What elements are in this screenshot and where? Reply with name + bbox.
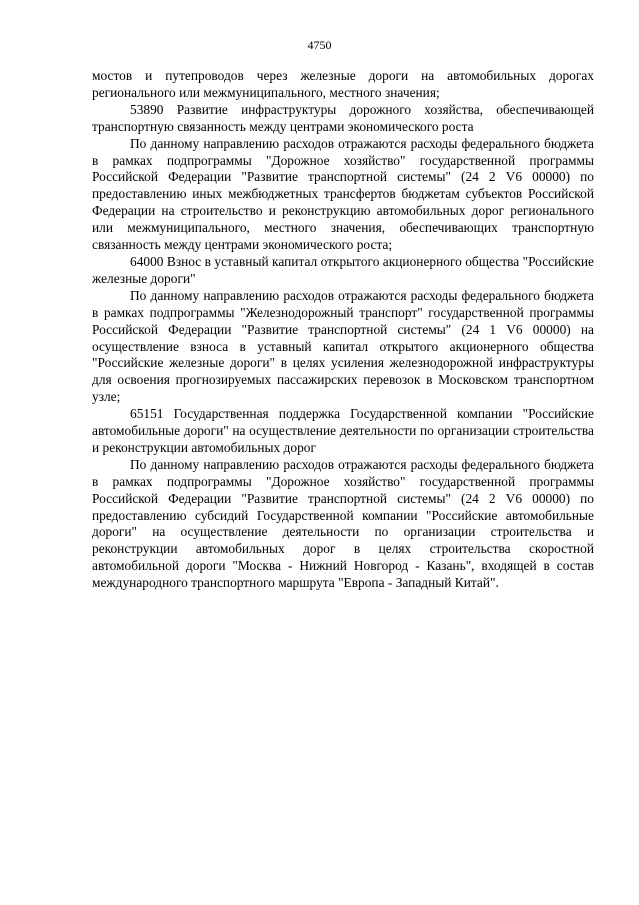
paragraph-body: По данному направлению расходов отражаются расходы федерального бюджета в рамках подпрограммы "Дорожное хозяйство" государственной программы Российской Федерации "Развитие транспортной системы" (24 2 V6 00000) по предоставлению иных межбюджетных трансфертов бюджетам субъектов Российской Федерации на строительство и реконструкцию автомобильных дорог регионального или межмуниципального, местного значения, обеспечивающих транспортную связанность между центрами экономического роста; — [92, 135, 594, 253]
paragraph-body: По данному направлению расходов отражаются расходы федерального бюджета в рамках подпрограммы "Железнодорожный транспорт" государственной программы Российской Федерации "Развитие транспортной системы" (24 1 V6 00000) на осуществление взноса в уставный капитал открытого акционерного общества "Российские железные дороги" в целях усиления железнодорожной инфраструктуры для освоения прогнозируемых пассажирских перевозок в Московском транспортном узле; — [92, 287, 594, 405]
document-body — [92, 68, 594, 592]
paragraph-heading-64000: 64000 Взнос в уставный капитал открытого акционерного общества "Российские железные дороги" — [92, 253, 594, 286]
paragraph-heading-53890: 53890 Развитие инфраструктуры дорожного хозяйства, обеспечивающей транспортную связанность между центрами экономического роста — [92, 101, 594, 134]
paragraph-continuation: мостов и путепроводов через железные дороги на автомобильных дорогах регионального или межмуниципального, местного значения; — [92, 68, 594, 100]
page-number: 4750 — [307, 38, 332, 52]
paragraph-heading-65151: 65151 Государственная поддержка Государственной компании "Российские автомобильные дороги" на осуществление деятельности по организации строительства и реконструкции автомобильных дорог — [92, 406, 594, 455]
paragraph-body: По данному направлению расходов отражаются расходы федерального бюджета в рамках подпрограммы "Дорожное хозяйство" государственной программы Российской Федерации "Развитие транспортной системы" (24 2 V6 00000) по предоставлению субсидий Государственной компании "Российские автомобильные дороги" на осуществление деятельности по организации строительства и реконструкции автомобильных дорог в целях строительства скоростной автомобильной дороги "Москва - Нижний Новгород - Казань", входящей в состав международного транспортного маршрута "Европа - Западный Китай". — [92, 456, 594, 591]
